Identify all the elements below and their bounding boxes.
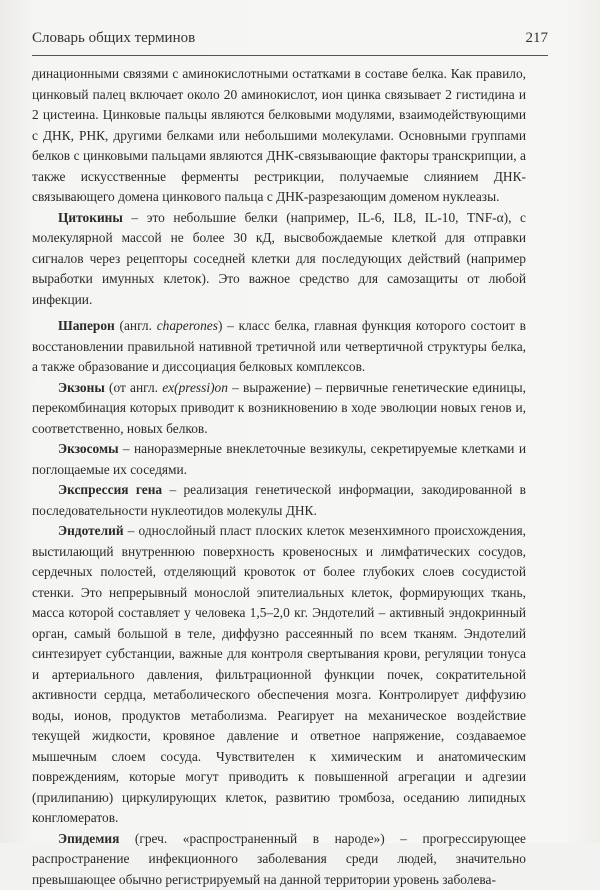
term: Эпидемия bbox=[58, 831, 119, 846]
term: Экспрессия гена bbox=[58, 482, 162, 497]
paragraph-continuation: динационными связями с аминокислотными остатками в составе белка. Как правило, цинковый палец включает около 20 аминокислот, ион цинка связывает 2 гистидина и 2 цистеина. Цинковые пальцы являются белковыми модулями, взаимодействующими с ДНК, РНК, другими белками или небольшими молекулами. Основными группами белков с цинковыми пальцами являются ДНК-связывающие факторы транскрипции, а также искусственные ферменты рестрикции, получаемые слиянием ДНК-связывающего домена цинкового пальца с ДНК-разрезающим доменом нуклеазы. bbox=[32, 64, 526, 208]
entry-gene-expression: Экспрессия гена – реализация генетической информации, закодированной в последовательности нуклеотидов молекулы ДНК. bbox=[32, 480, 526, 521]
header-rule bbox=[32, 55, 548, 56]
term: Шаперон bbox=[58, 318, 115, 333]
term: Экзоны bbox=[58, 380, 105, 395]
page-number: 217 bbox=[526, 30, 549, 47]
entry-chaperone: Шаперон (англ. chaperones) – класс белка, главная функция которого состоит в восстановлении правильной нативной третичной или четвертичной структуры белка, а также образование и диссоциация белковых комплексов. bbox=[32, 316, 526, 378]
entry-endothelium: Эндотелий – однослойный пласт плоских клеток мезенхимного происхождения, выстилающий внутреннюю поверхность кровеносных и лимфатических сосудов, сердечных полостей, отделяющий кровоток от более глубоких слоев сосудистой стенки. Это непрерывный монослой эпителиальных клеток, формирующих ткань, масса которой составляет у человека 1,5–2,0 кг. Эндотелий – активный эндокринный орган, самый большой в теле, диффузно рассеянный по всем тканям. Эндотелий синтезирует субстанции, важные для контроля свертывания крови, регуляции тонуса и артериального давления, фильтрационной функции почек, сократительной активности сердца, метаболического обеспечения мозга. Контролирует диффузию воды, ионов, продуктов метаболизма. Реагирует на механическое воздействие текущей жидкости, кровяное давление и ответное напряжение, создаваемое мышечным слоем сосуда. Чувствителен к химическим и анатомическим повреждениям, которые могут приводить к повышенной агрегации и адгезии (прилипанию) циркулирующих клеток, развитию тромбоза, оседанию липидных конгломератов. bbox=[32, 521, 526, 829]
entry-cytokines: Цитокины – это небольшие белки (например, IL-6, IL8, IL-10, TNF-α), с молекулярной массой не более 30 кД, высвобождаемые клеткой для отправки сигналов через рецепторы соседней клетки для последующих действий (например выработки имунных клеток). Это важное средство для самозащиты от любой инфекции. bbox=[32, 208, 526, 311]
page-header bbox=[32, 30, 548, 47]
entry-exosomes: Экзосомы – наноразмерные внеклеточные везикулы, секретируемые клетками и поглощаемые их соседями. bbox=[32, 439, 526, 480]
term: Эндотелий bbox=[58, 523, 124, 538]
entry-epidemic: Эпидемия (греч. «распространенный в народе») – прогрессирующее распространение инфекционного заболевания среди людей, значительно превышающее обычно регистрируемый на данной территории уровень заболева- bbox=[32, 829, 526, 890]
term: Экзосомы bbox=[58, 441, 119, 456]
term: Цитокины bbox=[58, 210, 123, 225]
entry-exons: Экзоны (от англ. ex(pressi)on – выражение) – первичные генетические единицы, перекомбинация которых приводит к возникновению в ходе эволюции новых генов и, соответственно, новых белков. bbox=[32, 378, 526, 440]
running-title: Словарь общих терминов bbox=[32, 30, 195, 47]
page-body bbox=[32, 64, 526, 890]
